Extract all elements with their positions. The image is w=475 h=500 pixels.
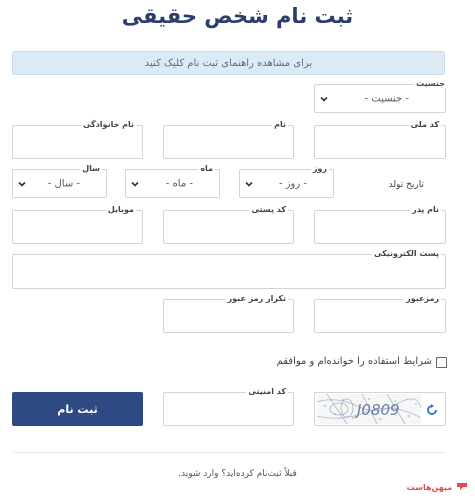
father-name-input[interactable] (314, 210, 446, 244)
watermark-logo-icon (457, 482, 467, 491)
father-name-label: نام پدر (412, 205, 439, 214)
password-confirm-label: تکرار رمز عبور (227, 294, 286, 303)
birth-year-label: سال (82, 164, 100, 173)
captcha-box (314, 392, 446, 426)
birth-month-select[interactable] (125, 169, 220, 198)
birth-year-select[interactable] (12, 169, 107, 198)
login-link[interactable]: قبلاً ثبت‌نام کرده‌اید؟ وارد شوید. (178, 469, 297, 479)
national-code-label: کد ملی (410, 120, 439, 129)
terms-label: شرایط استفاده را خوانده‌ام و موافقم (276, 356, 432, 367)
security-code-input[interactable] (163, 392, 294, 426)
email-label: پست الکترونیکی (373, 249, 439, 258)
footer-divider (12, 452, 445, 453)
watermark-text: میهن‌هاست (406, 483, 453, 492)
chevron-down-icon (130, 179, 140, 189)
security-code-label: کد امنیتی (248, 387, 286, 396)
postal-code-input[interactable] (163, 210, 294, 244)
postal-code-label: کد پستی (251, 205, 286, 214)
chevron-down-icon (244, 179, 254, 189)
gender-select-value: - جنسیت - (364, 93, 409, 104)
birth-day-label: روز (312, 164, 327, 173)
refresh-icon[interactable] (425, 403, 439, 417)
gender-label: جنسیت (416, 79, 445, 88)
password-label: رمزعبور (406, 294, 439, 303)
first-name-label: نام (274, 120, 286, 129)
birth-month-value: - ماه - (165, 178, 193, 189)
password-confirm-input[interactable] (163, 299, 294, 333)
captcha-image (317, 394, 421, 424)
birth-month-label: ماه (200, 164, 213, 173)
terms-checkbox[interactable] (436, 357, 447, 368)
national-code-input[interactable] (314, 125, 446, 159)
birth-day-value: - روز - (278, 178, 307, 189)
birth-year-value: - سال - (47, 178, 80, 189)
mobile-label: موبایل (107, 205, 134, 214)
site-watermark (407, 482, 467, 492)
chevron-down-icon (17, 179, 27, 189)
register-submit-button[interactable]: ثبت نام (12, 392, 143, 426)
captcha-text: J0809 (357, 401, 400, 419)
password-input[interactable] (314, 299, 446, 333)
email-input[interactable] (12, 254, 446, 289)
last-name-label: نام خانوادگی (82, 120, 134, 129)
birth-date-label: تاریخ تولد (388, 180, 424, 190)
birth-day-select[interactable] (239, 169, 334, 198)
page-title: ثبت نام شخص حقیقی (121, 4, 354, 28)
first-name-input[interactable] (163, 125, 294, 159)
mobile-input[interactable] (12, 210, 143, 244)
registration-guide-link[interactable]: برای مشاهده راهنمای ثبت نام کلیک کنید (12, 51, 445, 75)
chevron-down-icon (319, 94, 329, 104)
last-name-input[interactable] (12, 125, 143, 159)
gender-select[interactable] (314, 84, 446, 113)
